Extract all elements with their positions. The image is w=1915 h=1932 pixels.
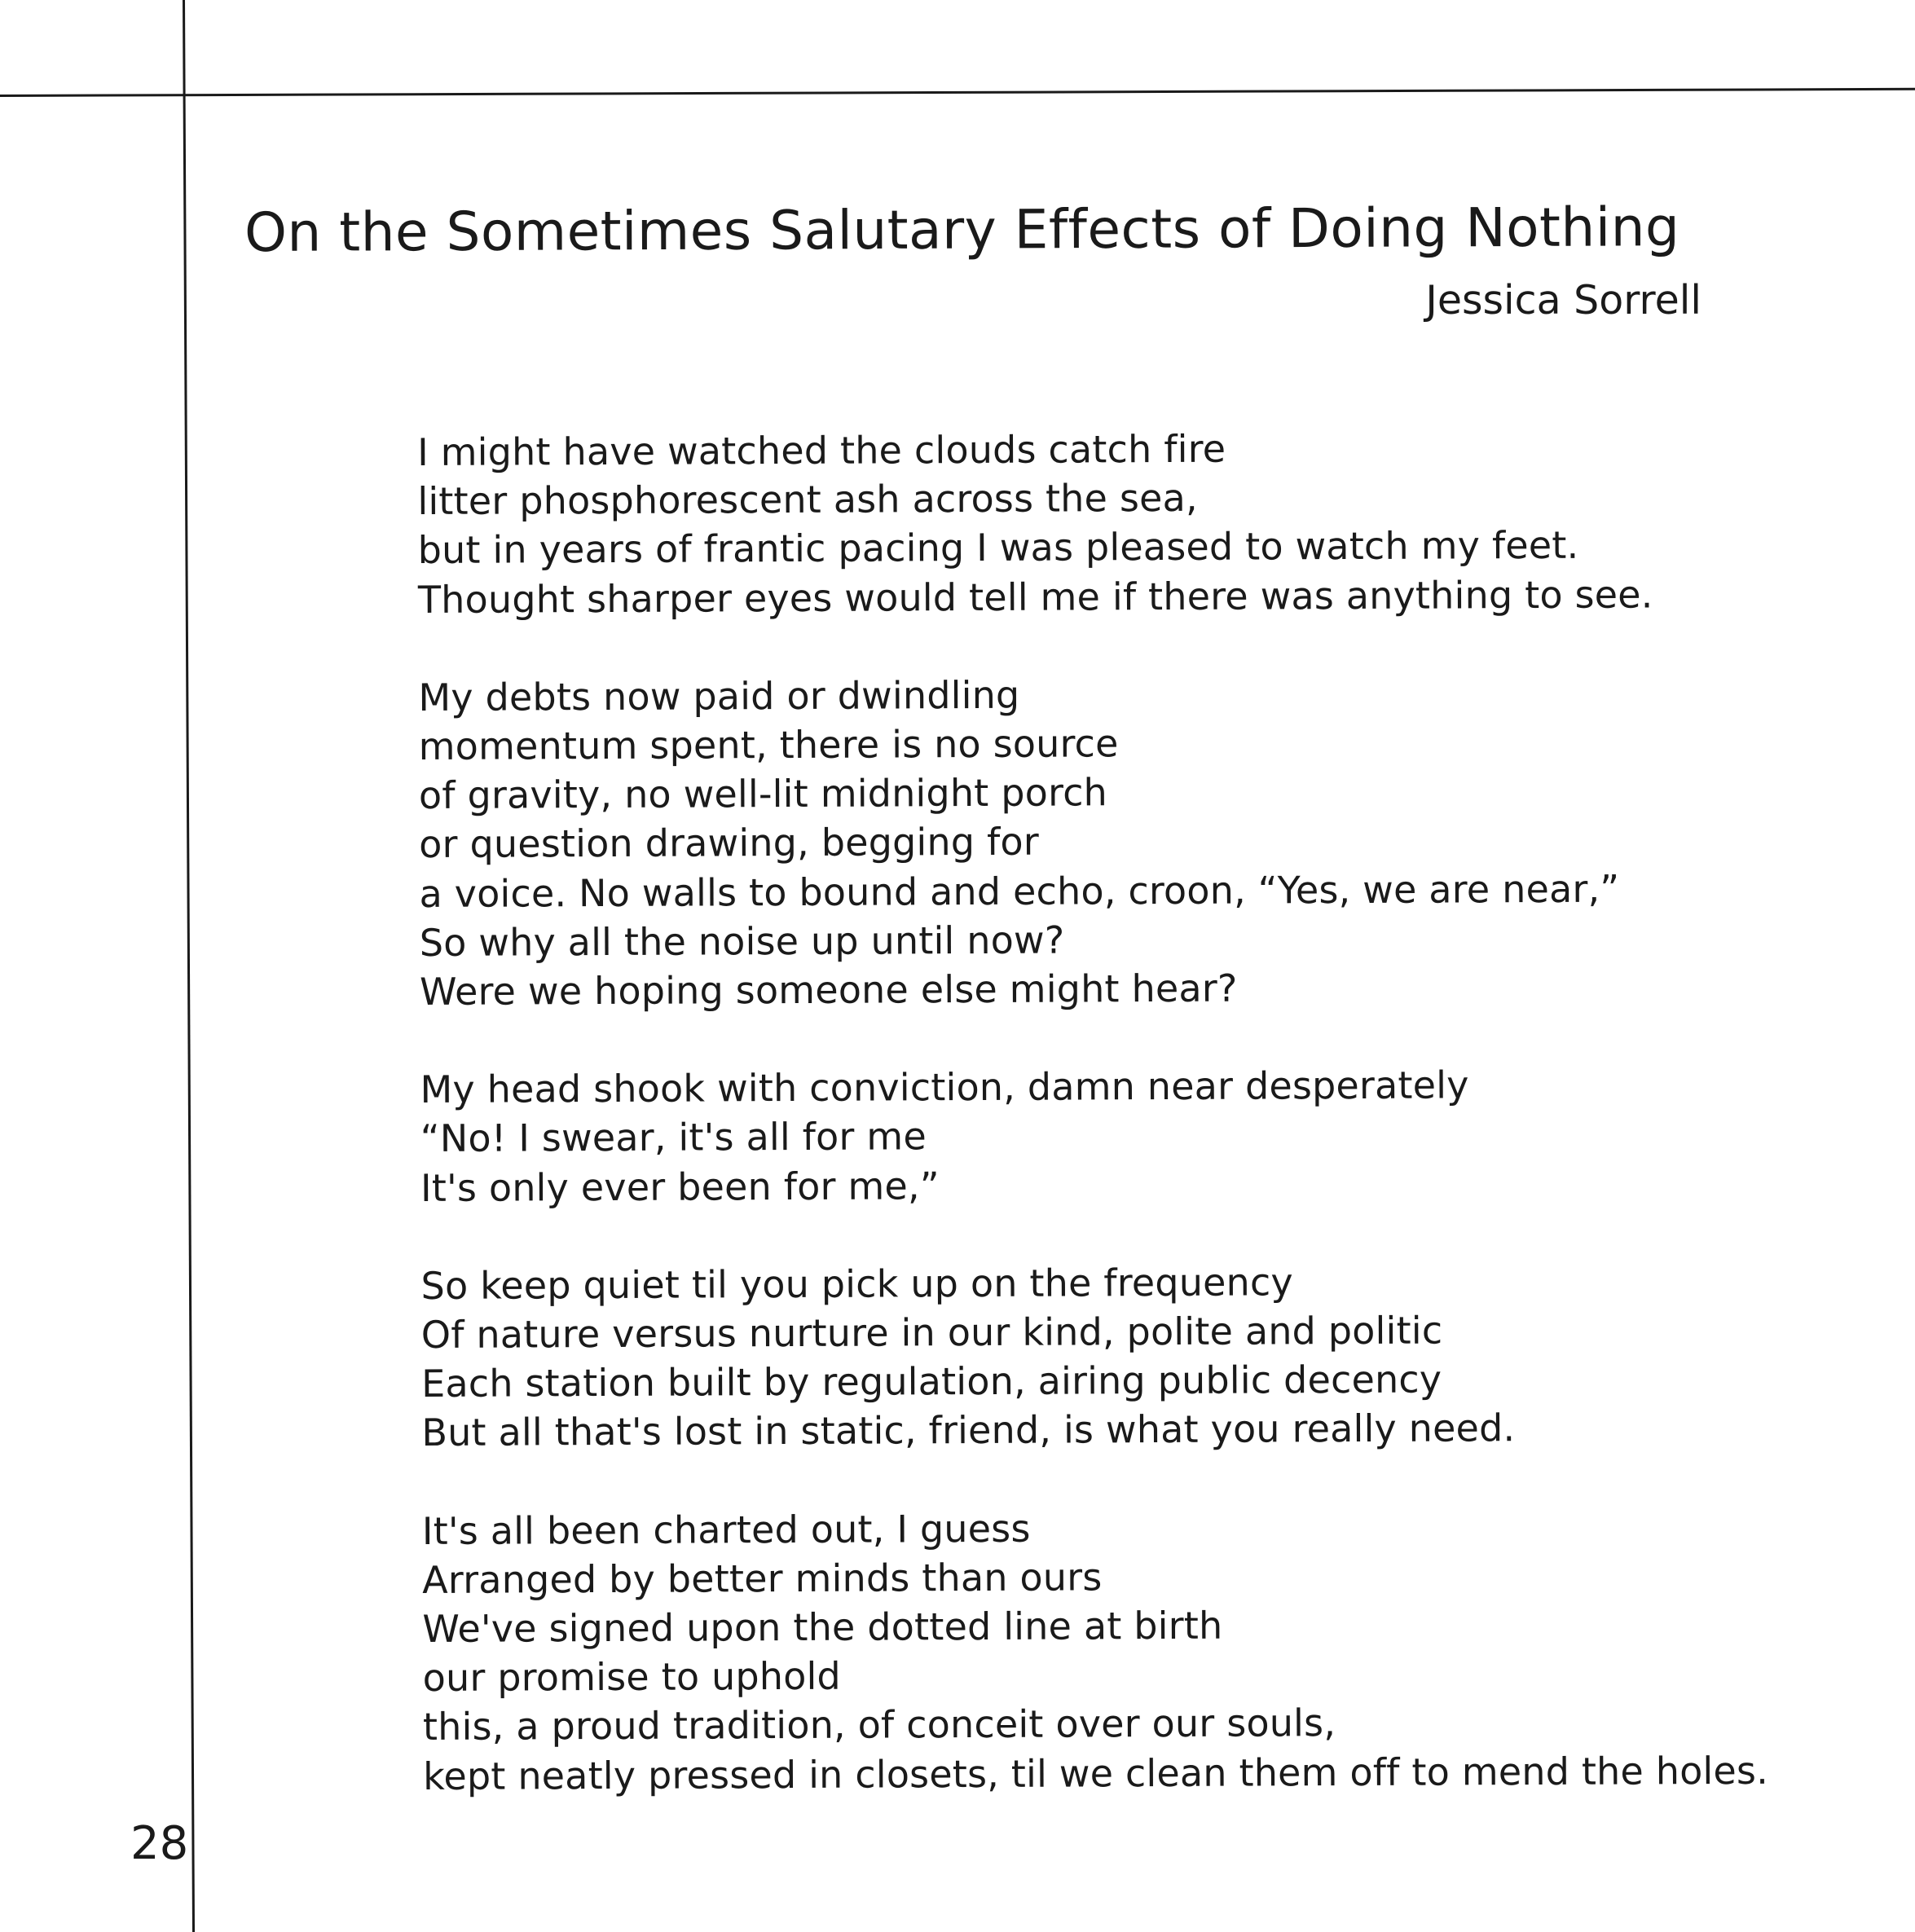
poem-line: “No! I swear, it's all for me [420, 1114, 927, 1161]
poem-line: So keep quiet til you pick up on the frequency [420, 1260, 1294, 1308]
top-rule [0, 88, 1915, 97]
poem-line: Thought sharper eyes would tell me if there was anything to see. [417, 571, 1653, 622]
poem-line: It's all been charted out, I guess [421, 1506, 1031, 1553]
poem-line: a voice. No walls to bound and echo, croon, “Yes, we are near,” [419, 866, 1620, 916]
stanza-5 [422, 1500, 1825, 1801]
poem-line: It's only ever been for me,” [420, 1163, 940, 1210]
poem-line: Were we hoping someone else might hear? [419, 966, 1238, 1014]
poem-line: but in years of frantic pacing I was pleased to watch my feet. [417, 523, 1579, 573]
poem-title: On the Sometimes Salutary Effects of Doing Nothing [244, 196, 1680, 264]
poem-line: My debts now paid or dwindling [418, 672, 1020, 720]
poem-line: kept neatly pressed in closets, til we clean them off to mend the holes. [423, 1748, 1769, 1798]
poem-line: Each station built by regulation, airing public decency [421, 1357, 1442, 1406]
poem-line: our promise to uphold [422, 1654, 841, 1701]
poem-line: of gravity, no well-lit midnight porch [418, 770, 1108, 818]
poem-line: Of nature versus nurture in our kind, polite and politic [420, 1308, 1443, 1358]
margin-rule [183, 0, 195, 1932]
poem-line: momentum spent, there is no source [418, 721, 1119, 769]
stanza-4 [420, 1255, 1823, 1457]
poem-line: litter phosphorescent ash across the sea, [417, 476, 1198, 524]
poem-line: So why all the noise up until now? [419, 918, 1065, 965]
poem-line: this, a proud tradition, of conceit over our souls, [422, 1701, 1336, 1749]
page-number: 28 [130, 1817, 189, 1870]
poem-line: I might have watched the clouds catch fire [417, 426, 1226, 474]
poem-line: We've signed upon the dotted line at birth [422, 1603, 1223, 1652]
poem-line: or question drawing, begging for [419, 820, 1039, 867]
stanza-1 [417, 421, 1820, 623]
poem-body [417, 421, 1825, 1849]
stanza-2 [418, 667, 1821, 1016]
poem-line: But all that's lost in static, friend, is what you really need. [421, 1406, 1516, 1455]
poem-line: Arranged by better minds than ours [422, 1555, 1103, 1602]
poem-author: Jessica Sorrell [1425, 277, 1701, 323]
poem-line: My head shook with conviction, damn near desperately [420, 1063, 1469, 1112]
stanza-3 [420, 1059, 1822, 1212]
